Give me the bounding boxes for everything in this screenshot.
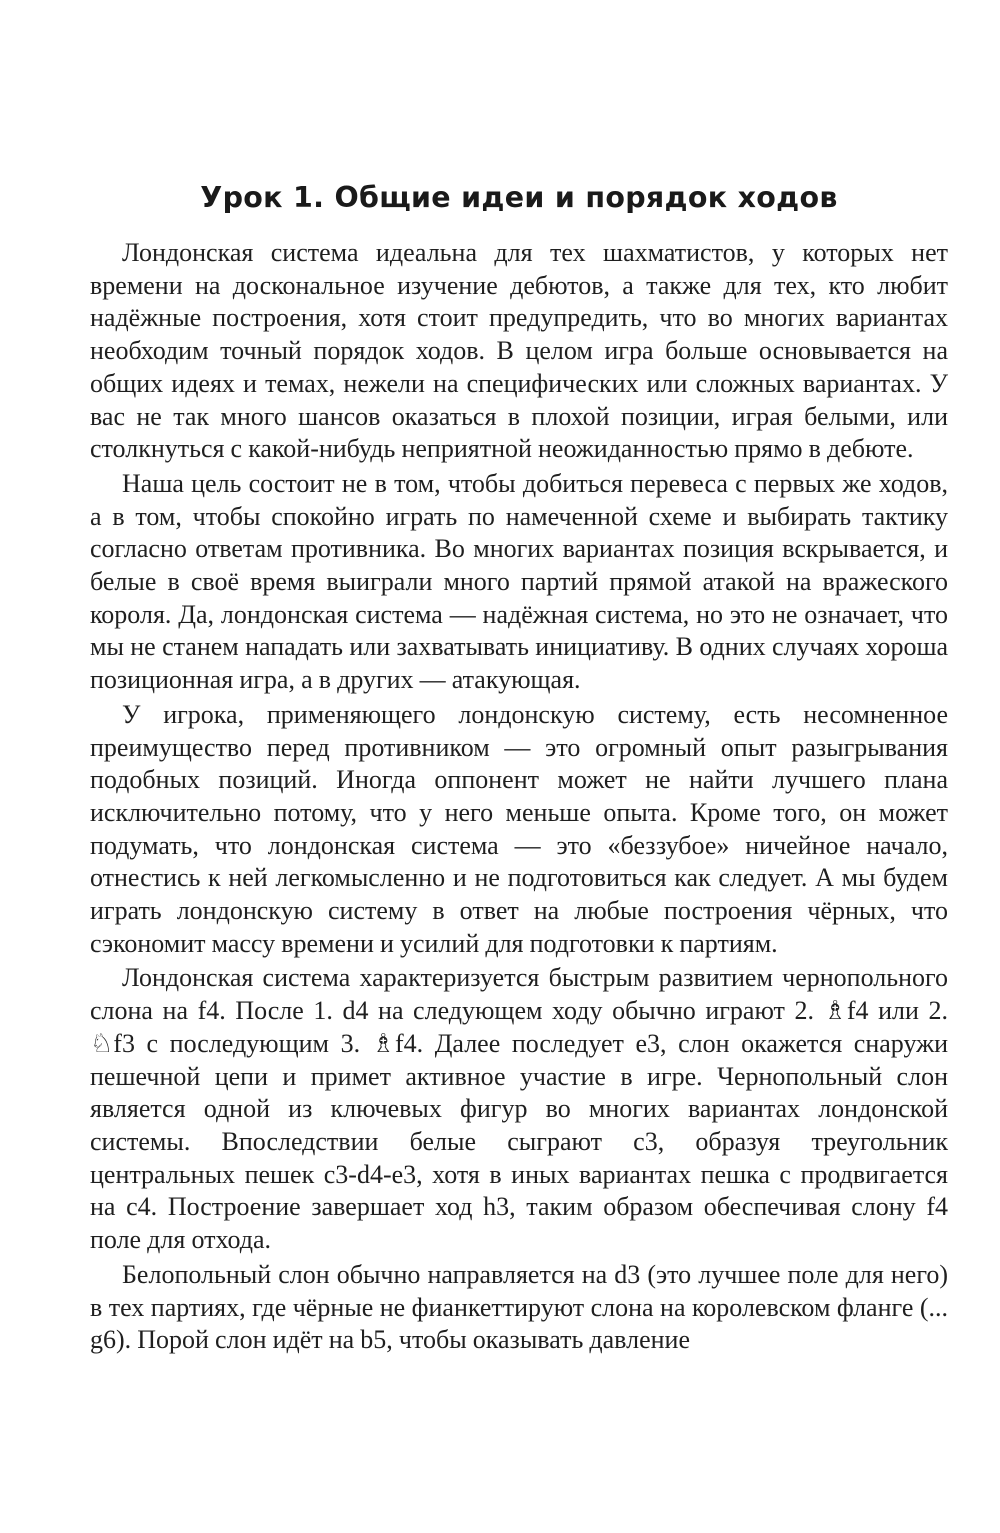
paragraph-3: У игрока, применяющего лондонскую систему, есть несомненное преимущество перед противником — это огромный опыт разыгрывания подобных позиций. Иногда оппонент может не найти лучшего плана исключительно потому, что у него меньше опыта. Кроме того, он может подумать, что лондонская система — это «беззубое» ничейное начало, отнестись к ней легкомысленно и не подготовиться как следует. А мы будем играть лондонскую систему в ответ на любые построения чёрных, что сэкономит массу времени и усилий для подготовки к партиям.: [90, 699, 948, 958]
paragraph-4: Лондонская система характеризуется быстрым развитием чернопольного слона на f4. После 1. d4 на следующем ходу обычно играют 2. ♗f4 или 2. ♘f3 с последующим 3. ♗f4. Далее последует e3, слон окажется снаружи пешечной цепи и примет активное участие в игре. Чернопольный слон является одной из ключевых фигур во многих вариантах лондонской системы. Впоследствии белые сыграют c3, образуя треугольник центральных пешек c3-d4-e3, хотя в иных вариантах пешка c продвигается на c4. Построение завершает ход h3, таким образом обеспечивая слону f4 поле для отхода.: [90, 963, 948, 1255]
book-page: [90, 176, 948, 1357]
paragraph-2: Наша цель состоит не в том, чтобы добиться перевеса с первых же ходов, а в том, чтобы спокойно играть по намеченной схеме и выбирать тактику согласно ответам противника. Во многих вариантах позиция вскрывается, и белые в своё время выиграли много партий прямой атакой на вражеского короля. Да, лондонская система — надёжная система, но это не означает, что мы не станем нападать или захватывать инициативу. В одних случаях хороша позиционная игра, а в других — атакующая.: [90, 468, 948, 695]
paragraph-1: Лондонская система идеальна для тех шахматистов, у которых нет времени на доскональное изучение дебютов, а также для тех, кто любит надёжные построения, хотя стоит предупредить, что во многих вариантах необходим точный порядок ходов. В целом игра больше основывается на общих идеях и темах, нежели на специфических или сложных вариантах. У вас не так много шансов оказаться в плохой позиции, играя белыми, или столкнуться с какой-нибудь неприятной неожиданностью прямо в дебюте.: [90, 238, 948, 464]
lesson-title: Урок 1. Общие идеи и порядок ходов: [200, 181, 838, 214]
lesson-body: [90, 237, 948, 1357]
paragraph-5: Белопольный слон обычно направляется на d3 (это лучшее поле для него) в тех партиях, где чёрные не фианкеттируют слона на королевском фланге (... g6). Порой слон идёт на b5, чтобы оказывать давление: [90, 1259, 948, 1355]
